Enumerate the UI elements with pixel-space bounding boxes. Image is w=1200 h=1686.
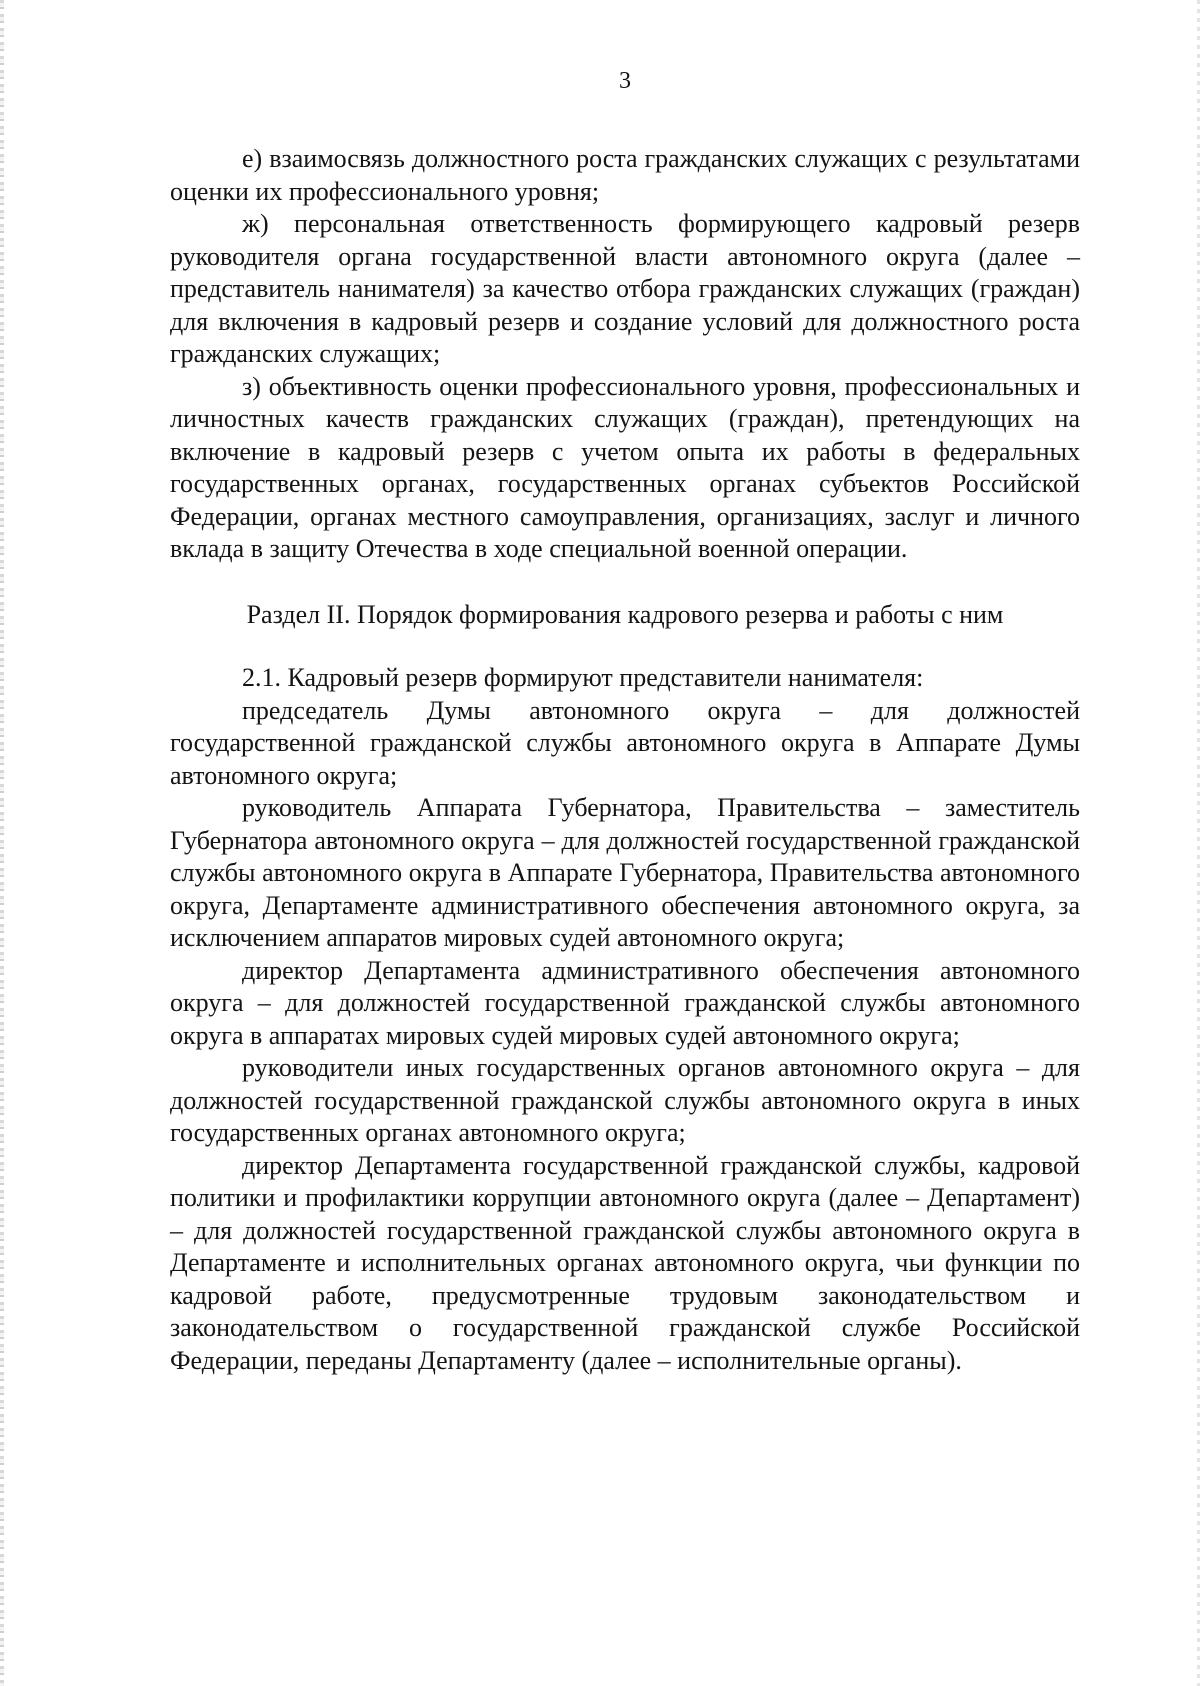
paragraph-item-zh: ж) персональная ответственность формирующего кадровый резерв руководителя органа государственной власти автономного округа (далее – представитель нанимателя) за качество отбора гражданских служащих (граждан) для включения в кадровый резерв и создание условий для должностного роста гражданских служащих; [170,209,1080,368]
paragraph-item-z: з) объективность оценки профессионального уровня, профессиональных и личностных качеств гражданских служащих (граждан), претендующих на включение в кадровый резерв с учетом опыта их работы в федеральных государственных органах, государственных органах субъектов Российской Федерации, органах местного самоуправления, организациях, заслуг и личного вклада в защиту Отечества в ходе специальной военной операции. [170,371,1080,563]
paragraph-civil-service-department: директор Департамента государственной гражданской службы, кадровой политики и профилактики коррупции автономного округа (далее – Департамент) – для должностей государственной гражданской службы автономного округа в Департаменте и исполнительных органах автономного округа, чьи функции по кадровой работе, предусмотренные трудовым законодательством и законодательством о государственной гражданской службе Российской Федерации, переданы Департаменту (далее – исполнительные органы). [170,1150,1080,1375]
document-body [170,143,1080,1377]
paragraph-other-bodies: руководители иных государственных органов автономного округа – для должностей государственной гражданской службы автономного округа в иных государственных органах автономного округа; [170,1053,1080,1147]
paragraph-item-e: е) взаимосвязь должностного роста гражданских служащих с результатами оценки их профессионального уровня; [170,144,1080,206]
paragraph-duma-chair: председатель Думы автономного округа – для должностей государственной гражданской службы автономного округа в Аппарате Думы автономного округа; [170,695,1080,790]
paragraph-2-1: 2.1. Кадровый резерв формируют представители нанимателя: [242,663,924,692]
paragraph-admin-department: директор Департамента административного обеспечения автономного округа – для должностей государственной гражданской службы автономного округа в аппаратах мировых судей мировых судей автономного округа; [170,955,1080,1050]
section-heading: Раздел II. Порядок формирования кадрового резерва и работы с ним [246,599,1004,629]
scan-edge-left [0,0,4,1686]
paragraph-governor-apparatus: руководитель Аппарата Губернатора, Правительства – заместитель Губернатора автономного округа – для должностей государственной гражданской службы автономного округа в Аппарате Губернатора, Правительства автономного округа, Департаменте административного обеспечения автономного округа, за исключением аппаратов мировых судей автономного округа; [170,793,1080,952]
page-number: 3 [619,68,631,94]
